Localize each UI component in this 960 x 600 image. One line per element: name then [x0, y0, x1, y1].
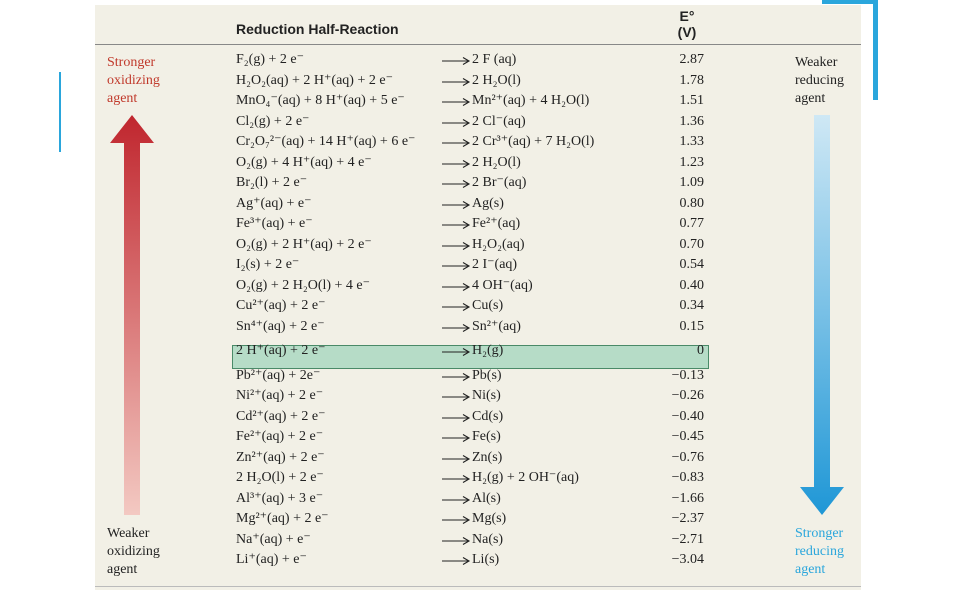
reactants: H₂O₂(aq) + 2 H⁺(aq) + 2 e⁻ [236, 72, 393, 88]
reactants: I₂(s) + 2 e⁻ [236, 257, 300, 272]
products: Ni(s) [472, 388, 501, 403]
products: Fe²⁺(aq) [472, 216, 521, 231]
standard-potential: 1.36 [679, 113, 704, 129]
products: Al(s) [472, 490, 501, 506]
standard-potential: 0.80 [679, 195, 704, 211]
reaction-arrow-icon [441, 91, 471, 111]
reactants: MnO₄⁻(aq) + 8 H⁺(aq) + 5 e⁻ [236, 93, 405, 108]
standard-potential: 1.33 [679, 134, 704, 149]
reactants: Zn²⁺(aq) + 2 e⁻ [236, 449, 325, 465]
decorative-top-line [822, 0, 878, 4]
reaction-arrow-icon [441, 550, 471, 570]
reaction-column-header: Reduction Half-Reaction [236, 21, 399, 37]
reaction-arrow-icon [441, 50, 471, 70]
standard-potential: −2.71 [671, 531, 704, 547]
standard-potential: 0 [697, 343, 704, 358]
products: Cd(s) [472, 408, 504, 424]
reactants: Al³⁺(aq) + 3 e⁻ [236, 490, 324, 506]
reaction-arrow-icon [441, 214, 471, 234]
standard-potential: 0.70 [679, 236, 704, 252]
reaction-arrow-icon [441, 468, 471, 488]
reaction-arrow-icon [441, 255, 471, 275]
reaction-arrow-icon [441, 366, 471, 386]
reactants: O₂(g) + 2 H₂O(l) + 4 e⁻ [236, 277, 371, 293]
standard-potential: 1.78 [679, 72, 704, 88]
standard-potential: −3.04 [671, 552, 704, 567]
products: Pb(s) [472, 367, 502, 383]
reactants: Fe²⁺(aq) + 2 e⁻ [236, 429, 324, 444]
standard-potential: −1.66 [671, 490, 704, 506]
reaction-arrow-icon [441, 427, 471, 447]
label-stronger-reducing: Stronger reducing agent [795, 526, 844, 577]
products: 2 F (aq) [472, 52, 517, 67]
potential-column-header [676, 8, 698, 40]
reducing-strength-arrow-down-icon [800, 115, 844, 515]
header-rule [95, 44, 861, 45]
reactants: O₂(g) + 2 H⁺(aq) + 2 e⁻ [236, 236, 372, 252]
label-weaker-oxidizing: Weaker oxidizing agent [107, 526, 160, 577]
standard-potential: −2.37 [671, 511, 704, 526]
reactants: Cd²⁺(aq) + 2 e⁻ [236, 408, 326, 424]
reaction-arrow-icon [441, 489, 471, 509]
reactants: Na⁺(aq) + e⁻ [236, 531, 311, 547]
reactants: Cr₂O₇²⁻(aq) + 14 H⁺(aq) + 6 e⁻ [236, 134, 416, 149]
products: 4 OH⁻(aq) [472, 277, 533, 293]
reactants: O₂(g) + 4 H⁺(aq) + 4 e⁻ [236, 154, 372, 170]
reaction-arrow-icon [441, 341, 471, 361]
standard-potential: 0.15 [679, 318, 704, 334]
products: Li(s) [472, 552, 500, 567]
standard-potential: −0.13 [671, 367, 704, 383]
reaction-arrow-icon [441, 153, 471, 173]
reactants: Ag⁺(aq) + e⁻ [236, 195, 312, 211]
products: 2 H₂O(l) [472, 154, 521, 170]
reactants: Mg²⁺(aq) + 2 e⁻ [236, 511, 329, 526]
reactants: Li⁺(aq) + e⁻ [236, 552, 307, 567]
products: 2 H₂O(l) [472, 72, 521, 88]
products: Ag(s) [472, 195, 504, 211]
reactants: 2 H⁺(aq) + 2 e⁻ [236, 343, 326, 358]
reaction-arrow-icon [441, 276, 471, 296]
standard-potential: 1.51 [679, 93, 704, 108]
reactants: 2 H₂O(l) + 2 e⁻ [236, 470, 324, 485]
products: 2 Br⁻(aq) [472, 175, 527, 190]
reactants: Ni²⁺(aq) + 2 e⁻ [236, 388, 324, 403]
reaction-arrow-icon [441, 112, 471, 132]
reaction-arrow-icon [441, 407, 471, 427]
potential-unit: (V) [677, 24, 697, 40]
standard-potential: −0.26 [671, 388, 704, 403]
label-weaker-reducing: Weaker reducing agent [795, 55, 844, 106]
reactants: F₂(g) + 2 e⁻ [236, 52, 304, 67]
potential-symbol: E° [679, 8, 695, 24]
table-bottom-rule [95, 586, 861, 587]
standard-potential: −0.40 [671, 408, 704, 424]
standard-potential: 0.34 [679, 298, 704, 313]
products: Mn²⁺(aq) + 4 H₂O(l) [472, 93, 590, 108]
oxidizing-strength-arrow-up-icon [110, 115, 154, 515]
standard-potential: 1.09 [679, 175, 704, 190]
reaction-arrow-icon [441, 173, 471, 193]
reaction-arrow-icon [441, 317, 471, 337]
products: Mg(s) [472, 511, 507, 526]
reaction-arrow-icon [441, 530, 471, 550]
reaction-arrow-icon [441, 296, 471, 316]
standard-potential: 0.40 [679, 277, 704, 293]
reactants: Sn⁴⁺(aq) + 2 e⁻ [236, 318, 325, 334]
reactants: Cl₂(g) + 2 e⁻ [236, 113, 310, 129]
standard-potential: 1.23 [679, 154, 704, 170]
reactants: Cu²⁺(aq) + 2 e⁻ [236, 298, 326, 313]
standard-potential: 2.87 [679, 52, 704, 67]
standard-potential: −0.76 [671, 449, 704, 465]
products: Sn²⁺(aq) [472, 318, 521, 334]
standard-potential: −0.45 [671, 429, 704, 444]
reactants: Br₂(l) + 2 e⁻ [236, 175, 308, 190]
reaction-arrow-icon [441, 132, 471, 152]
reaction-arrow-icon [441, 386, 471, 406]
standard-potential: −0.83 [671, 470, 704, 485]
reactants: Fe³⁺(aq) + e⁻ [236, 216, 313, 231]
products: Zn(s) [472, 449, 503, 465]
products: H₂(g) + 2 OH⁻(aq) [472, 470, 579, 485]
reaction-arrow-icon [441, 448, 471, 468]
products: 2 Cl⁻(aq) [472, 113, 526, 129]
products: Fe(s) [472, 429, 501, 444]
reaction-arrow-icon [441, 194, 471, 214]
reactants: Pb²⁺(aq) + 2e⁻ [236, 367, 321, 383]
products: Na(s) [472, 531, 504, 547]
standard-potential: 0.54 [679, 257, 704, 272]
products: Cu(s) [472, 298, 504, 313]
products: 2 I⁻(aq) [472, 257, 518, 272]
products: 2 Cr³⁺(aq) + 7 H₂O(l) [472, 134, 595, 149]
label-stronger-oxidizing: Stronger oxidizing agent [107, 55, 160, 106]
products: H₂O₂(aq) [472, 236, 525, 252]
reaction-arrow-icon [441, 235, 471, 255]
products: H₂(g) [472, 343, 504, 358]
standard-potential: 0.77 [679, 216, 704, 231]
reaction-arrow-icon [441, 71, 471, 91]
reaction-arrow-icon [441, 509, 471, 529]
